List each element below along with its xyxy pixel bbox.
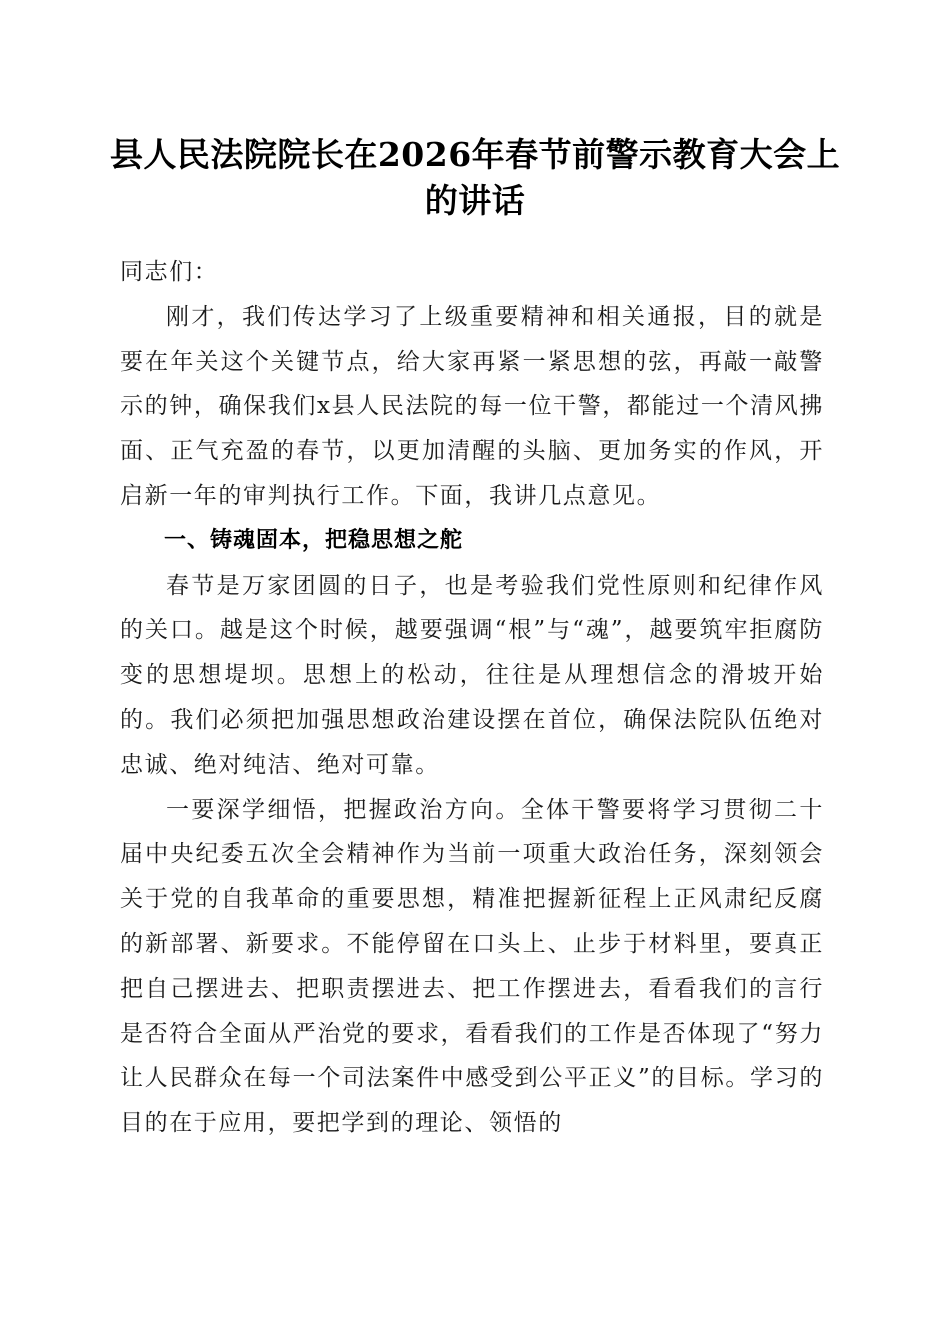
salutation: 同志们： — [120, 259, 219, 285]
page-title: 县人民法院院长在2026年春节前警示教育大会上的讲话 — [109, 135, 841, 220]
opening-paragraph: 刚才，我们传达学习了上级重要精神和相关通报，目的就是要在年关这个关键节点，给大家再紧一紧思想的弦，再敲一敲警示的钟，确保我们x县人民法院的每一位干警，都能过一个清风拂面、正气充盈的春节，以更加清醒的头脑、更加务实的作风，开启新一年的审判执行工作。下面，我讲几点意见。 — [120, 303, 824, 509]
section-paragraph: 春节是万家团圆的日子，也是考验我们党性原则和纪律作风的关口。越是这个时候，越要强调“根”与“魂”，越要筑牢拒腐防变的思想堤坝。思想上的松动，往往是从理想信念的滑坡开始的。我们必须把加强思想政治建设摆在首位，确保法院队伍绝对忠诚、绝对纯洁、绝对可靠。 — [120, 572, 824, 778]
section-heading: 一、铸魂固本，把稳思想之舵 — [164, 527, 464, 553]
document-body — [120, 250, 824, 1146]
section-paragraph: 一要深学细悟，把握政治方向。全体干警要将学习贯彻二十届中央纪委五次全会精神作为当前一项重大政治任务，深刻领会关于党的自我革命的重要思想，精准把握新征程上正风肃纪反腐的新部署、新要求。不能停留在口头上、止步于材料里，要真正把自己摆进去、把职责摆进去、把工作摆进去，看看我们的言行是否符合全面从严治党的要求，看看我们的工作是否体现了“努力让人民群众在每一个司法案件中感受到公平正义”的目标。学习的目的在于应用，要把学到的理论、领悟的 — [120, 796, 824, 1137]
